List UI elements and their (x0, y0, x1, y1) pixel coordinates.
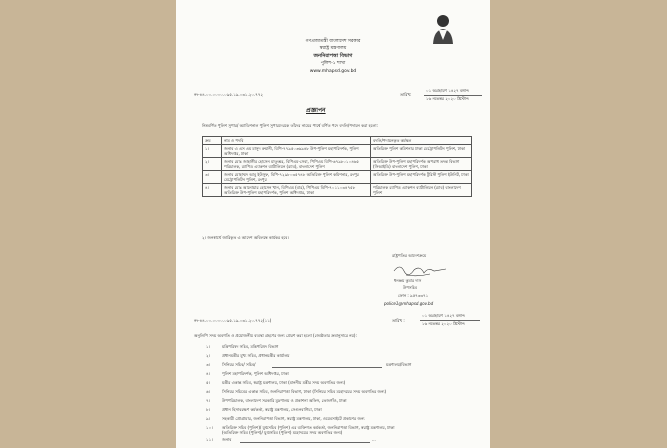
list-item: উপপরিচালক, বাংলাদেশ সরকারি মুদ্রণালয় ও প্রকাশনা অফিস, তেজগাঁও, ঢাকা (222, 398, 347, 403)
portrait-emblem (428, 12, 458, 46)
document-title: প্রজ্ঞাপন (306, 107, 326, 114)
date-english: ১৬ নভেম্বর ২০২০ খ্রিস্টাব্দ (426, 96, 469, 101)
table-cell: জনাব মোহাম্মদ আবু ইউসুফ, বিপি-৭২৯৮০৩৫৭৪৮ অতিরিক্ত পুলিশ কমিশনার, রংপুর মেট্রোপলিটন পুলিশ, রংপুর (222, 171, 371, 184)
table-header-row (203, 137, 472, 145)
list-item-suffix: মন্ত্রণালয়/বিভাগ (386, 362, 412, 367)
table-row (203, 158, 472, 171)
memo2-date-bangla: ০১ অগ্রহায়ণ ১৪২৭ বঙ্গাব্দ (422, 313, 465, 318)
list-item-number: ৭। (206, 398, 211, 403)
table-cell: অতিরিক্ত উপ-পুলিশ মহাপরিদর্শক টুরিস্ট পুলিশ ইউনিট, ঢাকা (371, 171, 472, 184)
header-line3: জননিরাপত্তা বিভাগ (313, 53, 353, 59)
list-item-number: ১০। (206, 425, 213, 430)
list-item-number: ৮। (206, 407, 211, 412)
table-cell: ২। (203, 158, 222, 171)
list-item-number: ৩। (206, 362, 211, 367)
list-item-suffix: ... (372, 437, 376, 442)
list-item: মন্ত্রিপরিষদ সচিব, মন্ত্রিপরিষদ বিভাগ (222, 344, 279, 349)
memo2-number: নং-৪৪.০০.০০০০.০৯৫.১৯.০৩১.২০.৭৭২(১১) (194, 318, 272, 323)
table-cell: পরিচালক র‌্যাপিড এ্যাকশন ব্যাটালিয়ন (র‌্যাব) বাংলাদেশ পুলিশ (371, 184, 472, 197)
header-url[interactable]: www.mhapsd.gov.bd (309, 69, 357, 74)
list-item: প্রধানমন্ত্রীর মুখ্য সচিব, প্রধানমন্ত্রীর কার্যালয় (222, 353, 290, 358)
table-cell: ১। (203, 145, 222, 158)
memo-number: নং-৪৪.০০.০০০০.০৯৫.১৯.০৩১.২০.৭৭২ (194, 92, 264, 97)
signatory-phone: ফোন : ৯৫৭৩৩৭১ (398, 293, 429, 298)
list-item-continuation: (অতিরিক্ত সচিব (পুলিশ)/ যুগ্মসচিব (পুলিশ) মহোদয়ের সদয় অবগতির জন্য) (222, 430, 343, 435)
list-item: জনাব (222, 437, 232, 442)
intro-paragraph: নিম্নবর্ণিত পুলিশ সুপার/ অ্যাডিশনাল পুলিশ সুপারদেরকে তাঁদের নামের পার্শ্বে বর্ণিত পদে বদলি/পদায়ন করা হলো: (202, 123, 378, 128)
table-cell: জনাব এ এস এম মাসুদ রুমানী, বিপি-৭৭৯৫০৩৬৯৪৮ উপ-পুলিশ মহাপরিদর্শক, পুলিশ অধিদপ্তর, ঢাকা (222, 145, 371, 158)
fill-in-line (240, 442, 370, 443)
signature-mark (390, 261, 450, 279)
table-row (203, 171, 472, 184)
copy-intro: অনুলিপি সদয় অবগতি ও প্রয়োজনীয় ব্যবস্থা গ্রহণের জন্য প্রেরণ করা হলো (জ্যেষ্ঠতার ক্রমানুসারে নয়): (194, 333, 357, 338)
document-page (176, 0, 490, 448)
date-label: তারিখ: (400, 92, 412, 97)
list-item: অতিরিক্ত সচিব (পুলিশ)/ যুগ্মসচিব (পুলিশ) এর ব্যক্তিগত কর্মকর্তা, জননিরাপত্তা বিভাগ, স্বরাষ্ট্র মন্ত্রণালয়, ঢাকা (222, 425, 395, 430)
list-item-number: ২। (206, 353, 211, 358)
signatory-designation: উপসচিব (403, 285, 418, 290)
table-row (203, 145, 472, 158)
header-line2: স্বরাষ্ট্র মন্ত্রণালয় (319, 46, 347, 51)
paragraph-2: ২। জনস্বার্থে জারিকৃত এ আদেশ অবিলম্বে কার্যকর হবে। (202, 235, 289, 240)
header-line1: গণপ্রজাতন্ত্রী বাংলাদেশ সরকার (305, 39, 361, 44)
table-header-cell: নাম ও পদবি (222, 137, 371, 145)
list-item-number: ১১। (206, 437, 213, 442)
table-cell: ৪। (203, 184, 222, 197)
table-cell: জনাব মোঃ জাহাঙ্গীর হোসেন মাতুব্বর, বিপিএম-সেবা, পিপিএম বিপি-৬৭৯৮০১০৪৬৫ পরিচালক, র‌্যাপিড এ্যাকশন ব্যাটালিয়ন (র‌্যাব), বাংলাদেশ পুলিশ (222, 158, 371, 171)
signatory-name: ধনঞ্জয় কুমার দাস (394, 278, 422, 283)
list-item-number: ৪। (206, 371, 211, 376)
fill-in-line (272, 367, 382, 368)
date-bangla: ০১ অগ্রহায়ণ ১৪২৭ বঙ্গাব্দ (426, 88, 469, 93)
table-header-cell: বদলি/পদায়নকৃত কর্মস্থল (371, 137, 472, 145)
table-row (203, 184, 472, 197)
header-line4: পুলিশ-১ শাখা (320, 61, 346, 66)
presidential-order: রাষ্ট্রপতির আদেশক্রমে (392, 253, 427, 258)
memo2-date-label: তারিখ : (392, 318, 405, 323)
list-item-number: ৫। (206, 380, 211, 385)
list-item-number: ৯। (206, 416, 211, 421)
table-cell: অতিরিক্ত উপ-পুলিশ মহাপরিদর্শক অপরাধ তদন্ত বিভাগ (সিআইডি) বাংলাদেশ পুলিশ, ঢাকা (371, 158, 472, 171)
table-cell: অতিরিক্ত পুলিশ কমিশনার ঢাকা মেট্রোপলিটন পুলিশ, ঢাকা (371, 145, 472, 158)
memo2-date-english: ১৬ নভেম্বর ২০২০ খ্রিস্টাব্দ (422, 321, 465, 326)
list-item: সিনিয়র সচিবের একান্ত সচিব, জননিরাপত্তা বিভাগ, ঢাকা (সিনিয়র সচিব মহোদয়ের সদয় অবগতির জন্য) (222, 389, 387, 394)
list-item: সিনিয়র সচিব/ সচিব/ (222, 362, 256, 367)
transfer-table (202, 136, 472, 197)
list-item: পুলিশ মহাপরিদর্শক, পুলিশ অধিদপ্তর, ঢাকা (222, 371, 289, 376)
table-cell: ৩। (203, 171, 222, 184)
list-item: মন্ত্রীর একান্ত সচিব, স্বরাষ্ট্র মন্ত্রণালয়, ঢাকা (মাননীয় মন্ত্রীর সদয় অবগতির জন্য) (222, 380, 346, 385)
table-header-cell: ক্রম (203, 137, 222, 145)
signatory-email[interactable]: police1@mhapsd.gov.bd (384, 301, 434, 306)
list-item-number: ১। (206, 344, 211, 349)
list-item: সহকারী প্রোগ্রামার, জননিরাপত্তা বিভাগ, স্বরাষ্ট্র মন্ত্রণালয়, ঢাকা, ওয়েবসাইটে প্রকাশের জন্য (222, 416, 365, 421)
list-item-number: ৬। (206, 389, 211, 394)
list-item: প্রধান হিসাবরক্ষণ কর্মকর্তা, স্বরাষ্ট্র মন্ত্রণালয়, সেগুনবাগিচা, ঢাকা (222, 407, 322, 412)
table-cell: জনাব মোঃ আনোয়ার হোসেন খান, বিপিএম (বার), পিপিএম বিপি-৭০১১০৩৪৭৫৮ অতিরিক্ত উপ-পুলিশ মহাপরিদর্শক, পুলিশ অধিদপ্তর, ঢাকা (222, 184, 371, 197)
